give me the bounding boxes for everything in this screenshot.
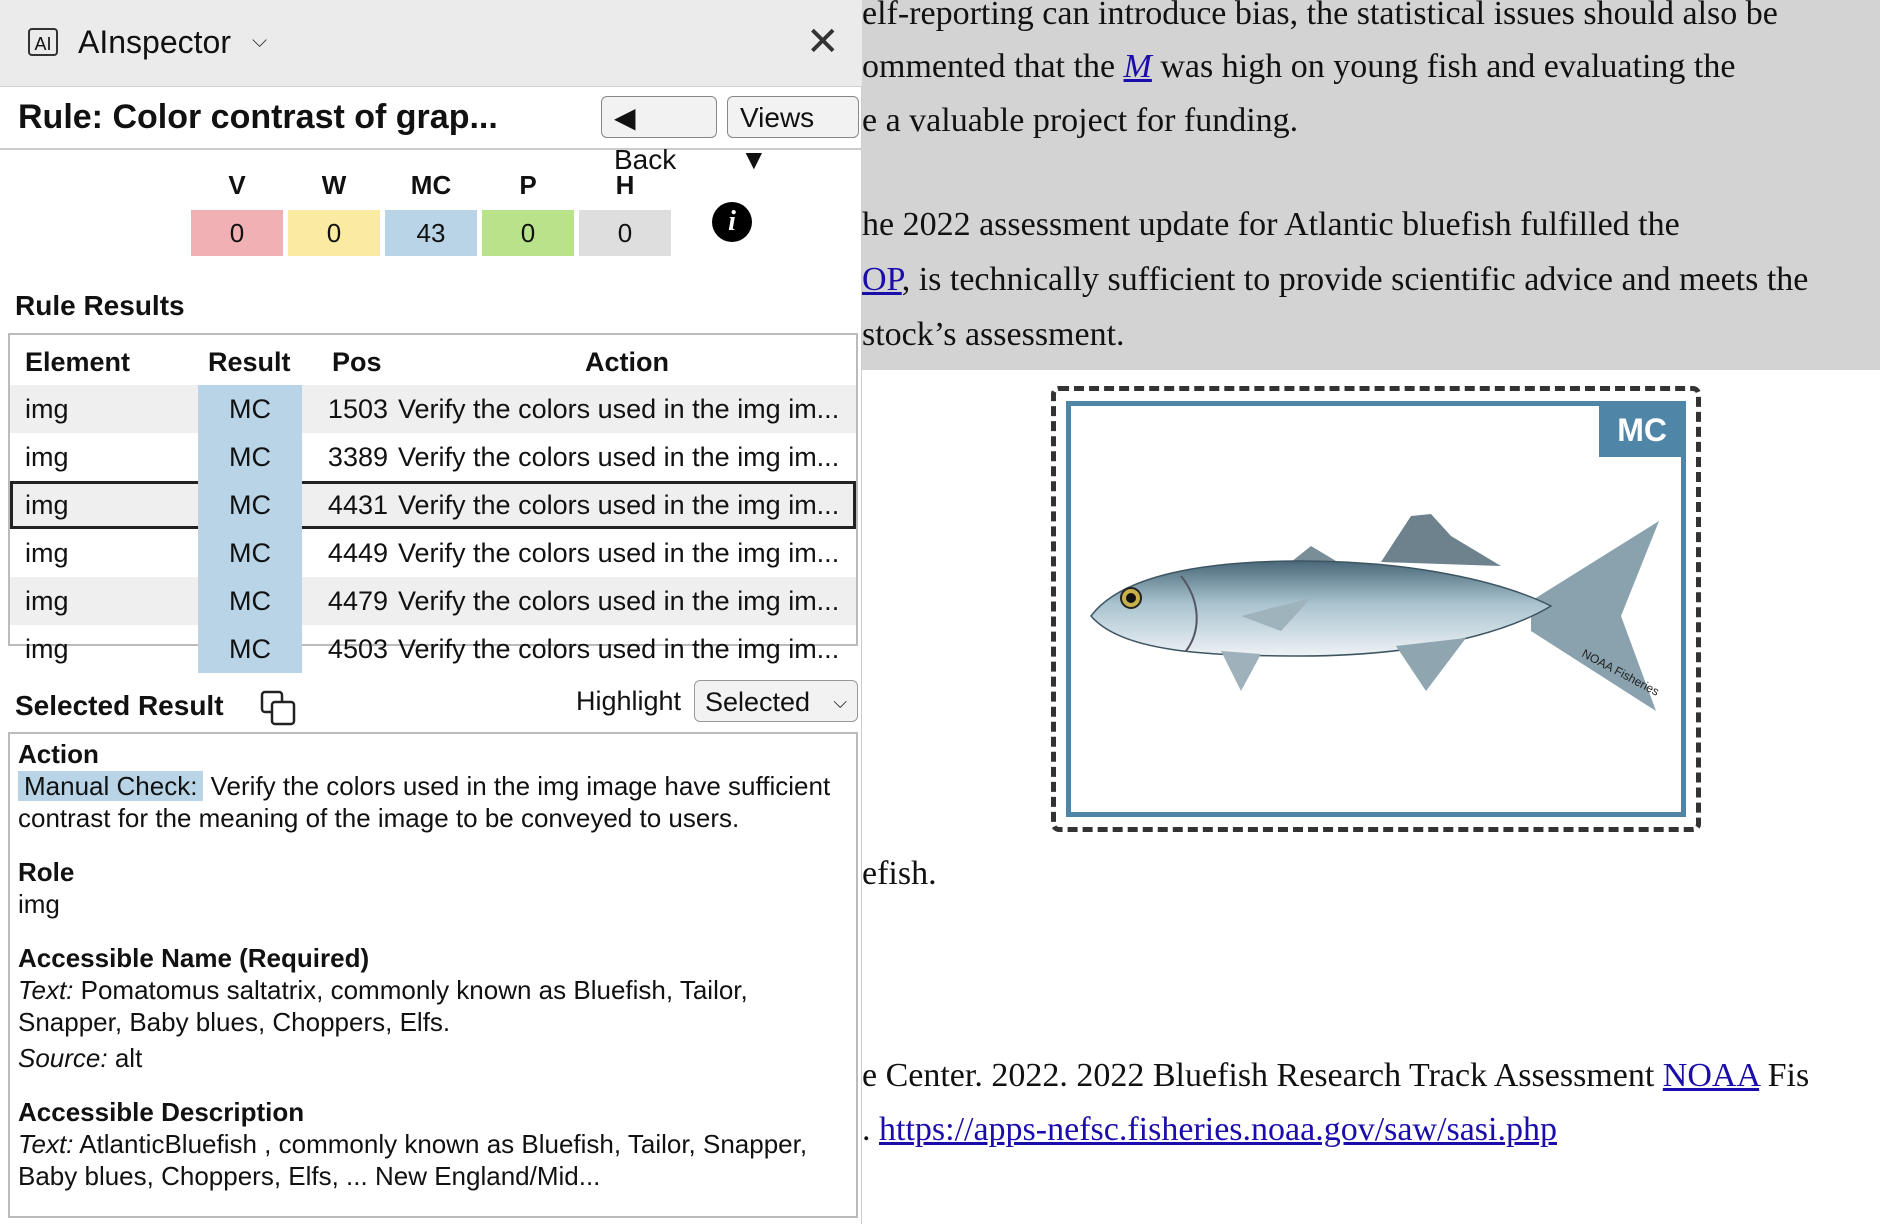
paragraph-line: . https://apps-nefsc.fisheries.noaa.gov/saw/sasi.php [862,1111,1557,1148]
table-row[interactable]: img MC 3389 Verify the colors used in the img im... [10,433,856,481]
copy-icon[interactable] [258,688,298,728]
views-button[interactable]: Views ▼ [727,96,859,138]
accessible-name-text: Text: Pomatomus saltatrix, commonly known as Bluefish, Tailor, Snapper, Baby blues, Choppers, Elfs. [18,975,748,1037]
summary-violations: V 0 [191,170,283,256]
fish-watermark: NOAA Fisheries [1579,646,1662,699]
selected-result-details [8,732,858,1218]
highlight-select[interactable]: Selected ⌵ [694,680,858,722]
ainspector-logo-icon: AI [28,28,58,56]
close-icon[interactable]: ✕ [806,20,840,64]
column-header-pos[interactable]: Pos [332,347,382,377]
accessible-name-source: Source: alt [18,1043,143,1073]
table-row[interactable]: img MC 1503 Verify the colors used in the img im... [10,385,856,433]
bluefish-image[interactable] [1066,401,1686,817]
rule-title: Rule: Color contrast of grap... [18,98,498,136]
chevron-down-icon[interactable]: ⌵ [252,30,268,52]
mc-badge: MC [1599,406,1681,457]
paragraph-line: ommented that the M was high on young fish and evaluating the [862,48,1736,85]
accessible-description-heading: Accessible Description [18,1097,305,1127]
link-sasi[interactable]: https://apps-nefsc.fisheries.noaa.gov/saw/sasi.php [879,1111,1557,1148]
panel-titlebar [0,0,862,87]
accessible-description-text: Text: AtlanticBluefish , commonly known as Bluefish, Tailor, Snapper, Baby blues, Choppers, Elfs, ... New England/Mid... [18,1129,808,1191]
link-noaa[interactable]: NOAA [1662,1057,1760,1094]
role-heading: Role [18,857,75,887]
summary-hidden: H 0 [579,170,671,256]
accessible-name-heading: Accessible Name (Required) [18,943,370,973]
paragraph-line: e a valuable project for funding. [862,102,1299,139]
column-header-element[interactable]: Element [25,347,131,377]
table-row-selected[interactable]: img MC 4431 Verify the colors used in the img im... [10,481,856,529]
paragraph-line: elf-reporting can introduce bias, the statistical issues should also be [862,0,1778,32]
rule-results-heading: Rule Results [15,290,185,321]
back-button[interactable]: ◀ Back [601,96,717,138]
table-row[interactable]: img MC 4503 Verify the colors used in the img im... [10,625,856,673]
paragraph-line: efish. [862,855,937,892]
summary-warnings: W 0 [288,170,380,256]
action-heading: Action [18,739,99,769]
role-value: img [18,889,60,919]
paragraph-line: stock’s assessment. [862,316,1125,353]
link-op[interactable]: OP [862,261,902,298]
summary-passed: P 0 [482,170,574,256]
highlighted-image-outline [1051,386,1701,832]
summary-manual-checks: MC 43 [385,170,477,256]
fish-illustration [1081,506,1681,736]
column-header-result[interactable]: Result [208,347,291,377]
paragraph-line: e Center. 2022. 2022 Bluefish Research Track Assessment NOAA Fis [862,1057,1810,1094]
ainspector-panel [0,0,862,1224]
chevron-down-icon: ⌵ [833,692,847,712]
paragraph-line: OP, is technically sufficient to provide scientific advice and meets the [862,261,1809,298]
app-title[interactable]: AInspector [78,24,231,60]
table-row[interactable]: img MC 4479 Verify the colors used in the img im... [10,577,856,625]
rule-header [0,88,862,175]
link-m[interactable]: M [1123,48,1152,85]
action-text: Manual Check: Verify the colors used in the img image have sufficient contrast for the meaning of the image to be conveyed to users. [18,771,831,833]
manual-check-tag: Manual Check: [18,771,203,801]
rule-results-table[interactable] [8,333,858,664]
table-row[interactable]: img MC 4449 Verify the colors used in the img im... [10,529,856,577]
info-icon[interactable]: i [712,202,752,242]
selected-result-heading: Selected Result [15,690,224,721]
highlight-label: Highlight [576,686,682,716]
column-header-action[interactable]: Action [585,347,669,377]
paragraph-line: he 2022 assessment update for Atlantic bluefish fulfilled the [862,206,1680,243]
